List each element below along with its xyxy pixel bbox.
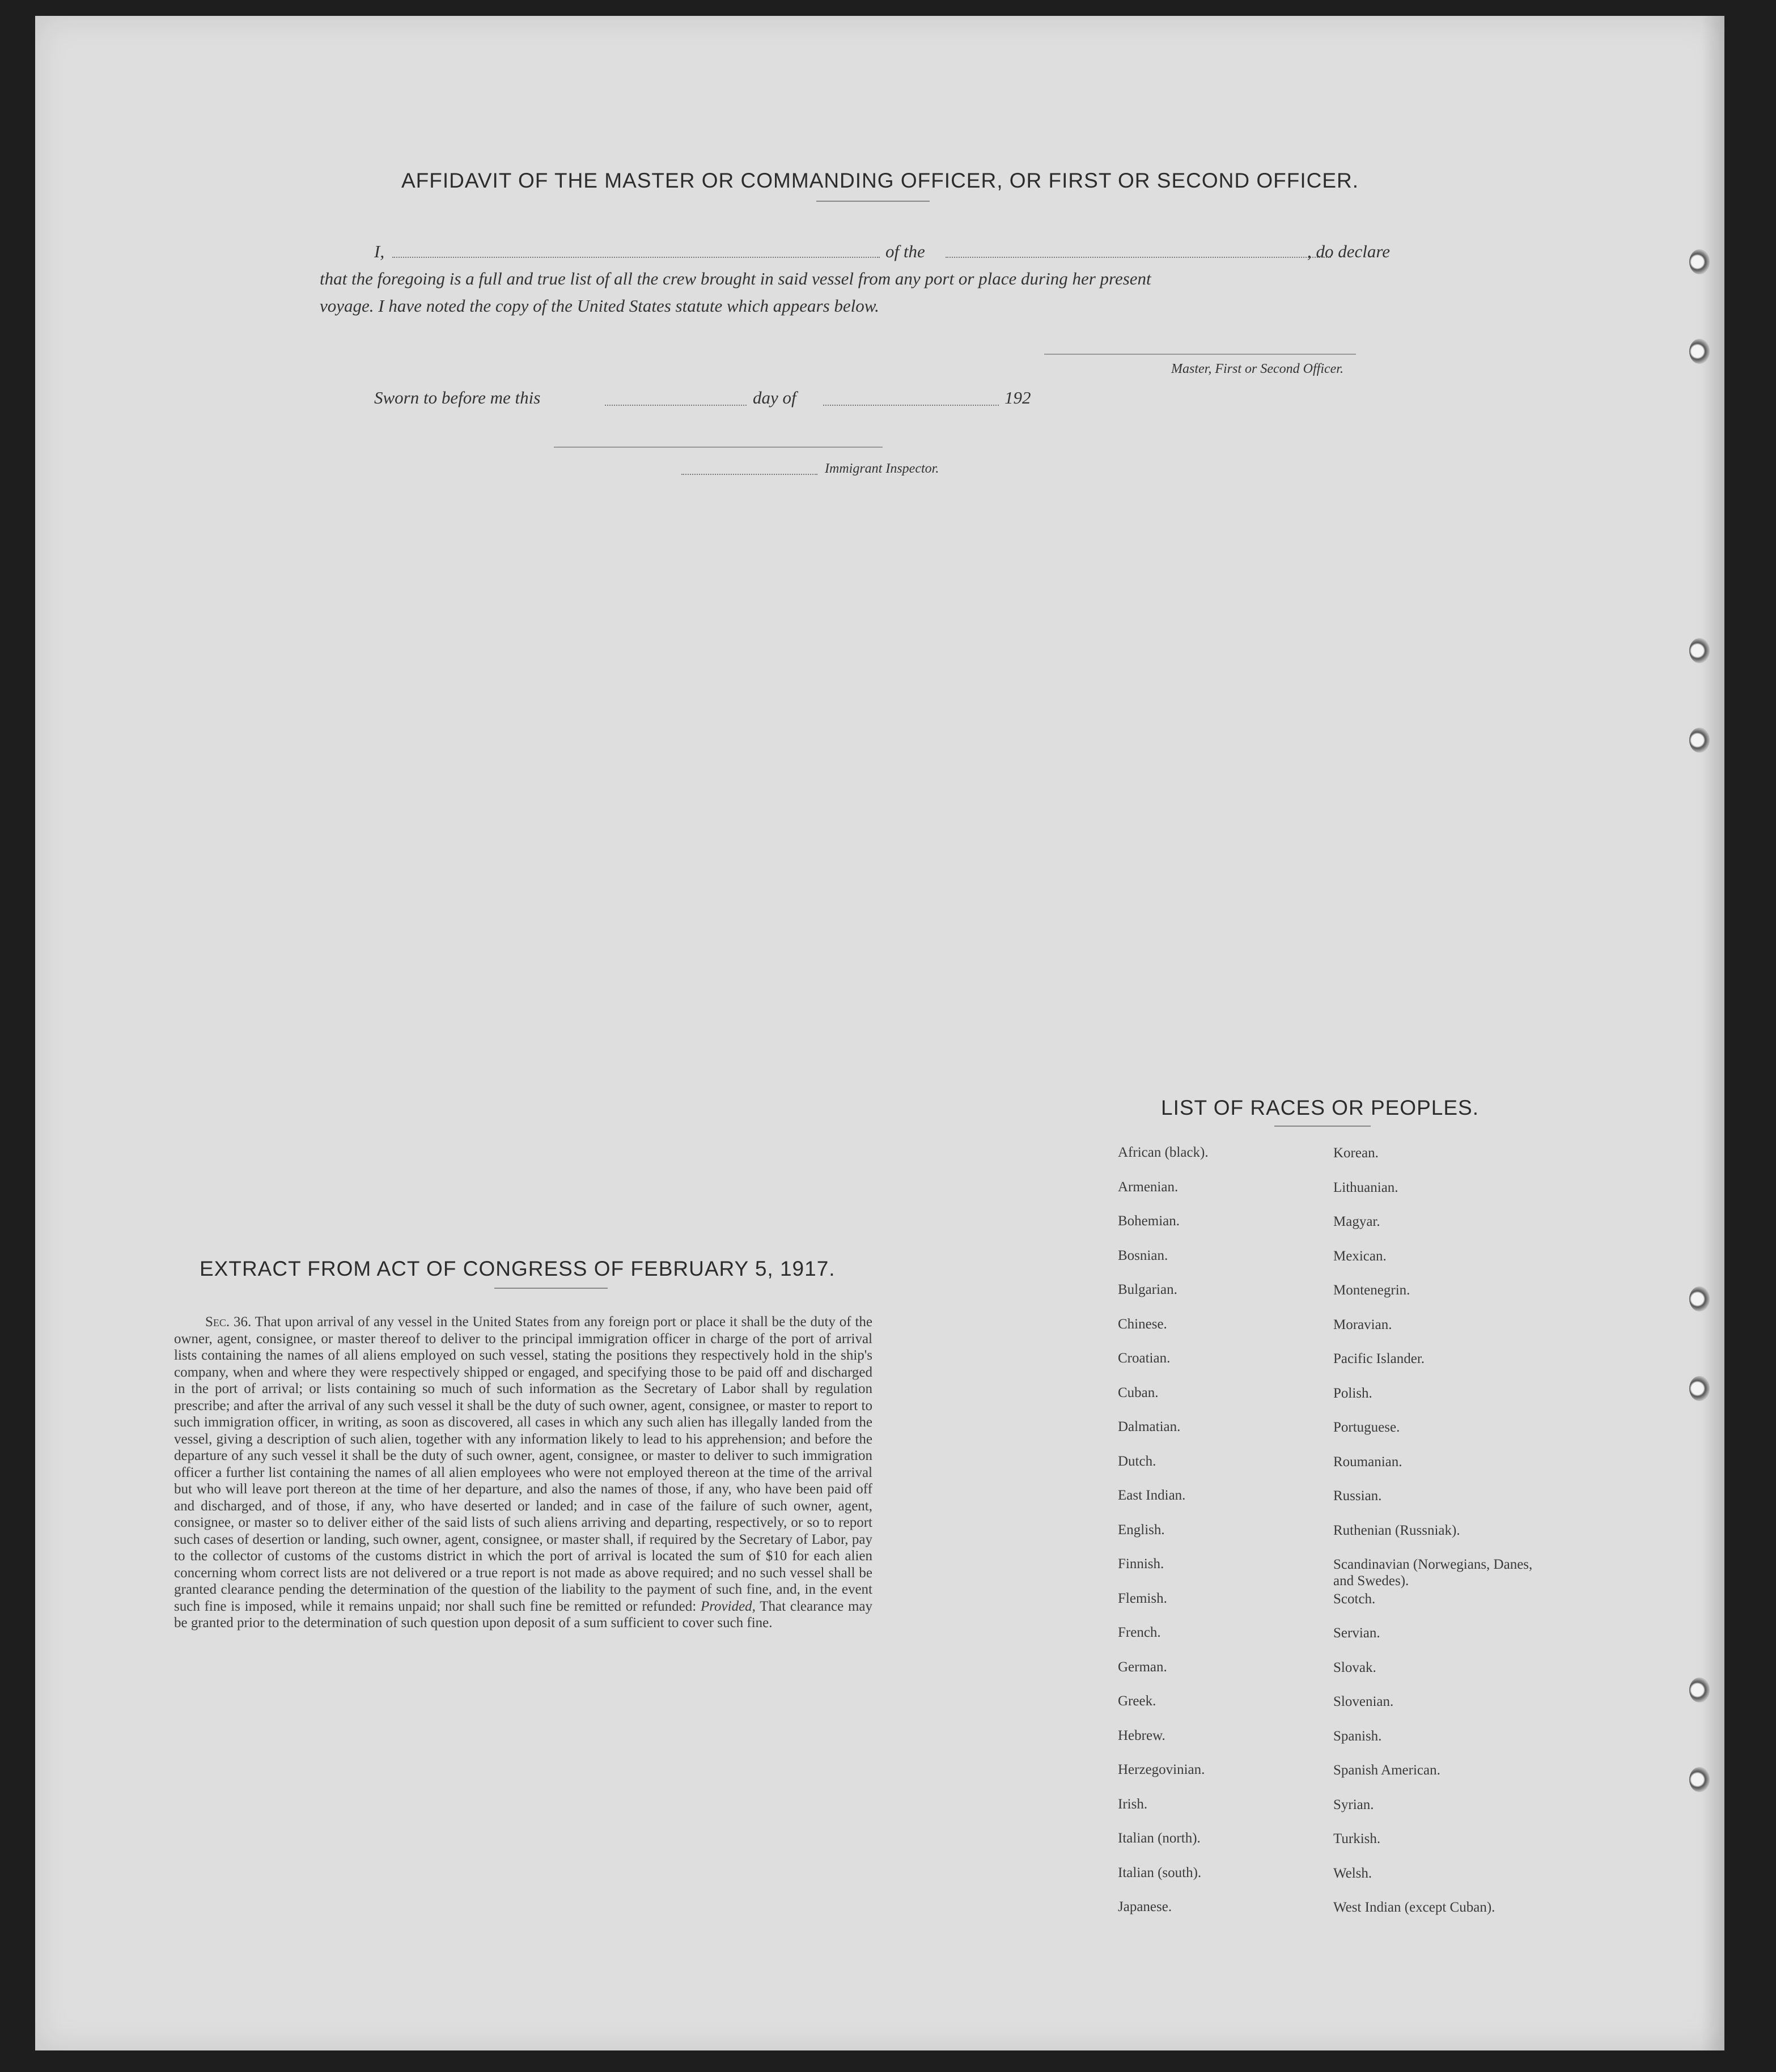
race-row xyxy=(1118,1899,1628,1933)
punch-hole xyxy=(1689,1678,1710,1702)
inspector-signature-line xyxy=(554,447,883,448)
race-name-col2: Syrian. xyxy=(1333,1797,1374,1812)
vessel-field-line xyxy=(946,257,1331,258)
race-name-col1: Flemish. xyxy=(1118,1591,1167,1606)
section-text: That upon arrival of any vessel in the United States from any foreign port or place it shall be the duty of the owner, agent, consignee, or master thereof to deliver to the principal immigration officer in charge of the port of arrival lists containing the names of all aliens employed on such vessel, stating the positions they respectively hold in the ship's company, when and where they were respectively shipped or engaged, and specifying those to be paid off and discharged in the port of arrival; or lists containing so much of such information as the Secretary of Labor shall by regulation prescribe; and after the arrival of any such vessel it shall be the duty of such owner, agent, consignee, or master to report to such immigration officer, in writing, as soon as discovered, all cases in which any such alien has illegally landed from the vessel, giving a description of such alien, together with any information likely to lead to his apprehension; and before the departure of any such vessel it shall be the duty of such owner, agent, consignee, or master to deliver to such immigration officer a further list containing the names of all alien employees who were not employed thereon at the time of the arrival but who will leave port thereon at the time of her departure, and also the names of those, if any, who have been paid off and discharged, and of those, if any, who have deserted or landed; and in case of the failure of such owner, agent, consignee, or master so to deliver either of the said lists of such aliens arriving and departing, respectively, or so to report such cases of desertion or landing, such owner, agent, consignee, or master shall, if required by the Secretary of Labor, pay to the collector of customs of the customs district in which the port of arrival is located the sum of $10 for each alien concerning whom correct lists are not delivered or a true report is not made as above required; and no such vessel shall be granted clearance pending the determination of the question of the liability to the payment of such fine, and, in the event such fine is imposed, while it remains unpaid; nor shall such fine be remitted or refunded: xyxy=(174,1314,872,1614)
race-row xyxy=(1118,1179,1628,1213)
race-name-col1: Armenian. xyxy=(1118,1179,1179,1195)
race-name-col2: Spanish. xyxy=(1333,1729,1382,1744)
race-name-col1: Dutch. xyxy=(1118,1454,1156,1469)
race-name-col1: Bohemian. xyxy=(1118,1213,1180,1229)
race-name-col1: Dalmatian. xyxy=(1118,1419,1181,1434)
race-name-col2: West Indian (except Cuban). xyxy=(1333,1900,1495,1915)
races-title-rule xyxy=(1274,1126,1371,1127)
extract-title: EXTRACT FROM ACT OF CONGRESS OF FEBRUARY 5, 1917. xyxy=(200,1257,836,1280)
affidavit-title: AFFIDAVIT OF THE MASTER OR COMMANDING OFFICER, OR FIRST OR SECOND OFFICER. xyxy=(401,169,1359,192)
punch-hole xyxy=(1689,249,1710,274)
day-of-text: day of xyxy=(753,388,796,407)
race-row xyxy=(1118,1385,1628,1419)
punch-hole xyxy=(1689,638,1710,663)
race-name-col1: Cuban. xyxy=(1118,1385,1159,1400)
sworn-day-line xyxy=(605,405,747,406)
race-row xyxy=(1118,1522,1628,1556)
race-name-col2: Pacific Islander. xyxy=(1333,1351,1425,1366)
section-text-end: That clearance may be granted prior to the determination of such question upon deposit of a sum sufficient to cover such fine. xyxy=(174,1598,873,1631)
race-row xyxy=(1118,1145,1628,1179)
race-name-col1: African (black). xyxy=(1118,1145,1209,1160)
page-edge-shadow xyxy=(1702,16,1724,2050)
race-name-col2: Turkish. xyxy=(1333,1831,1381,1846)
race-row xyxy=(1118,1213,1628,1247)
inspector-caption: Immigrant Inspector. xyxy=(825,461,939,476)
inspector-name-line xyxy=(681,474,817,475)
race-name-col1: Japanese. xyxy=(1118,1899,1172,1914)
race-row xyxy=(1118,1693,1628,1727)
race-name-col2: Mexican. xyxy=(1333,1249,1387,1264)
race-name-col2: Scotch. xyxy=(1333,1591,1376,1607)
name-field-line xyxy=(392,257,880,258)
race-name-col2: Magyar. xyxy=(1333,1214,1380,1229)
race-name-col1: Herzegovinian. xyxy=(1118,1762,1205,1777)
race-name-col1: East Indian. xyxy=(1118,1488,1186,1503)
affidavit-line2: that the foregoing is a full and true list of all the crew brought in said vessel from any port or place during her present xyxy=(320,269,1151,288)
race-row xyxy=(1118,1659,1628,1693)
race-name-col1: Chinese. xyxy=(1118,1317,1167,1332)
race-row xyxy=(1118,1419,1628,1453)
race-name-col2: Korean. xyxy=(1333,1145,1379,1161)
extract-body xyxy=(174,1314,872,1632)
punch-hole xyxy=(1689,1376,1710,1401)
race-name-col1: German. xyxy=(1118,1659,1167,1675)
race-row xyxy=(1118,1625,1628,1659)
race-name-col1: Bulgarian. xyxy=(1118,1282,1177,1297)
master-signature-line xyxy=(1044,354,1356,355)
race-name-col2: Portuguese. xyxy=(1333,1420,1400,1435)
document-page xyxy=(35,16,1724,2050)
race-row xyxy=(1118,1831,1628,1865)
affidavit-line1-i: I, xyxy=(374,241,385,261)
race-name-col2: Welsh. xyxy=(1333,1866,1372,1881)
race-name-col2: Polish. xyxy=(1333,1386,1372,1401)
punch-hole xyxy=(1689,1286,1710,1311)
race-name-col2: Servian. xyxy=(1333,1625,1380,1641)
race-name-col2: Montenegrin. xyxy=(1333,1283,1410,1298)
race-row xyxy=(1118,1797,1628,1831)
race-row xyxy=(1118,1351,1628,1385)
punch-hole xyxy=(1689,1767,1710,1792)
race-name-col2: Slovenian. xyxy=(1333,1694,1394,1709)
race-row xyxy=(1118,1488,1628,1522)
affidavit-title-rule xyxy=(816,201,930,202)
sworn-month-line xyxy=(823,405,999,406)
race-name-col1: French. xyxy=(1118,1625,1161,1640)
race-name-col1: Finnish. xyxy=(1118,1556,1164,1572)
provided-word: Provided, xyxy=(700,1598,756,1614)
race-row xyxy=(1118,1762,1628,1796)
race-name-col1: Greek. xyxy=(1118,1693,1156,1709)
race-name-col2: Scandinavian (Norwegians, Danes, and Swedes). xyxy=(1333,1557,1533,1589)
race-name-col2: Ruthenian (Russniak). xyxy=(1333,1523,1460,1538)
race-name-col1: Irish. xyxy=(1118,1797,1148,1812)
race-name-col2: Roumanian. xyxy=(1333,1454,1402,1470)
race-row xyxy=(1118,1591,1628,1625)
race-name-col1: English. xyxy=(1118,1522,1165,1538)
race-row xyxy=(1118,1317,1628,1351)
affidavit-line1-of-the: of the xyxy=(885,241,925,261)
section-label: Sec. 36. xyxy=(205,1314,252,1330)
races-title: LIST OF RACES OR PEOPLES. xyxy=(1161,1096,1479,1119)
race-name-col1: Croatian. xyxy=(1118,1351,1171,1366)
race-row xyxy=(1118,1282,1628,1316)
sworn-text: Sworn to before me this xyxy=(374,388,541,407)
punch-hole xyxy=(1689,339,1710,364)
race-name-col2: Slovak. xyxy=(1333,1660,1376,1675)
race-name-col2: Moravian. xyxy=(1333,1317,1392,1332)
race-name-col2: Russian. xyxy=(1333,1488,1382,1504)
extract-title-rule xyxy=(494,1288,608,1289)
race-name-col1: Italian (south). xyxy=(1118,1865,1202,1880)
race-name-col1: Italian (north). xyxy=(1118,1831,1201,1846)
race-name-col2: Spanish American. xyxy=(1333,1763,1440,1778)
affidavit-line3: voyage. I have noted the copy of the United States statute which appears below. xyxy=(320,296,879,316)
race-row xyxy=(1118,1248,1628,1282)
race-name-col1: Hebrew. xyxy=(1118,1728,1165,1743)
race-name-col2: Lithuanian. xyxy=(1333,1180,1398,1195)
punch-hole xyxy=(1689,728,1710,753)
race-row xyxy=(1118,1454,1628,1488)
master-caption: Master, First or Second Officer. xyxy=(1171,362,1343,376)
race-row xyxy=(1118,1728,1628,1762)
race-name-col1: Bosnian. xyxy=(1118,1248,1168,1263)
affidavit-line1-declare: , do declare xyxy=(1307,241,1391,261)
race-row xyxy=(1118,1865,1628,1899)
sworn-year: 192 xyxy=(1004,388,1031,407)
race-row xyxy=(1118,1556,1628,1590)
